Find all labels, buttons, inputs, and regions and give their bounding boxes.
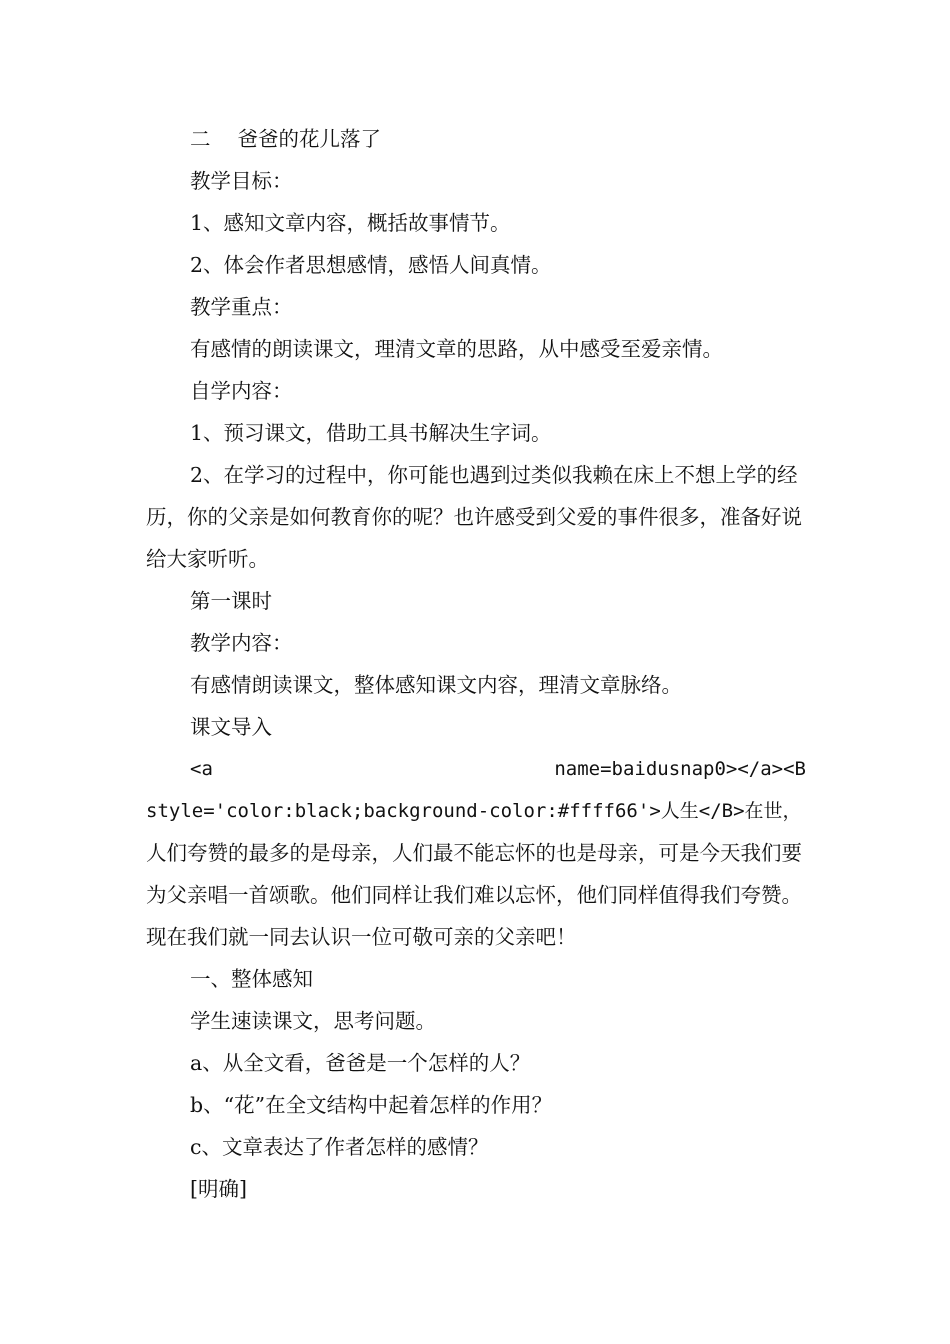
teaching-content-text: 有感情朗读课文，整体感知课文内容，理清文章脉络。 [190,673,682,697]
question-a: a、从全文看，爸爸是一个怎样的人？ [190,1051,531,1075]
key-points-text: 有感情的朗读课文，理清文章的思路，从中感受至爱亲情。 [190,337,723,361]
clarify-label: [明确] [190,1177,247,1201]
question-c: c、文章表达了作者怎样的感情？ [190,1135,489,1159]
html-fragment-line-2: style='color:black;background-color:#ffff66'>人生</B>在世， [146,800,802,822]
goal-item-1: 1、感知文章内容，概括故事情节。 [190,211,511,235]
task-instruction: 学生速读课文，思考问题。 [190,1009,436,1033]
self-study-item-2: 2、在学习的过程中，你可能也遇到过类似我赖在床上不想上学的经历，你的父亲是如何教育你的呢？也许感受到父爱的事件很多，准备好说给大家听听。 [146,463,802,571]
self-study-item-1: 1、预习课文，借助工具书解决生字词。 [190,421,552,445]
label-teaching-key-points: 教学重点： [190,295,293,319]
html-fragment-line-1 [146,748,806,790]
html-fragment-left: <a [190,758,213,780]
html-fragment-right: name=baidusnap0></a><B [554,758,806,780]
section-heading-overall: 一、整体感知 [190,967,313,991]
question-b: b、“花”在全文结构中起着怎样的作用？ [190,1093,553,1117]
intro-paragraph: 人们夸赞的最多的是母亲，人们最不能忘怀的也是母亲，可是今天我们要为父亲唱一首颂歌。他们同样让我们难以忘怀，他们同样值得我们夸赞。现在我们就一同去认识一位可敬可亲的父亲吧！ [146,841,802,949]
goal-item-2: 2、体会作者思想感情，感悟人间真情。 [190,253,552,277]
chapter-heading: 二 爸爸的花儿落了 [190,127,382,151]
label-teaching-content: 教学内容： [190,631,293,655]
document-body [146,118,806,1210]
label-self-study: 自学内容： [190,379,293,403]
label-teaching-goals: 教学目标： [190,169,293,193]
lesson-label: 第一课时 [190,589,272,613]
label-lesson-intro: 课文导入 [190,715,272,739]
